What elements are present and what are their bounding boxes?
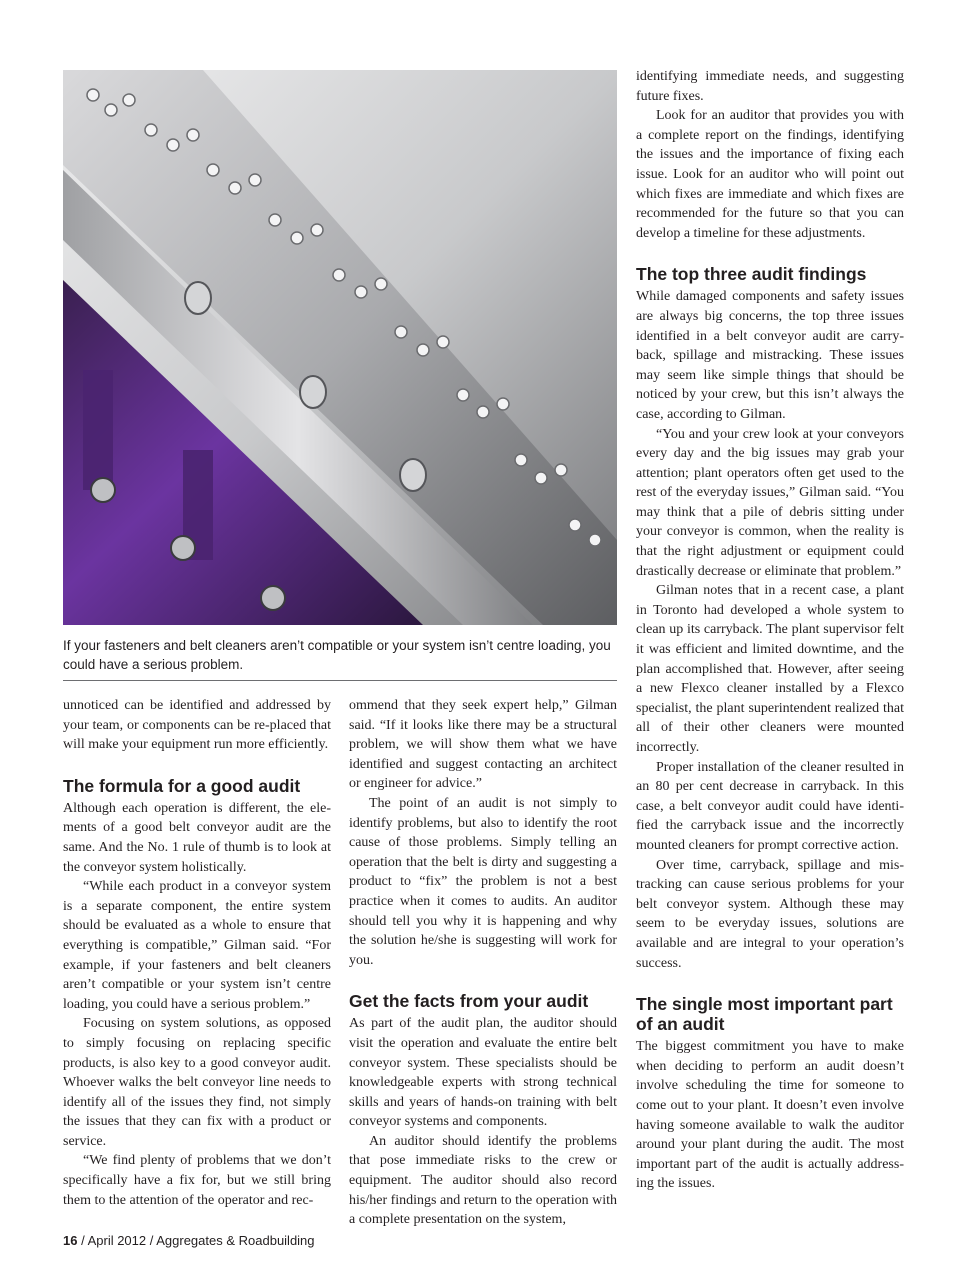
page-footer bbox=[63, 1233, 315, 1248]
paragraph: The point of an audit is not simply to identify problems, but also to identify the root cause of those problems. Simply telling an operation that the belt is dirty and suggesting a product to “fix” the problem is not a best practice when it comes to audits. An auditor should tell you why it is happening and why the solution he/she is suggesting will work for you. bbox=[349, 795, 617, 968]
paragraph: Proper installation of the cleaner resulted in an 80 per cent decrease in carryback. In this case, a belt conveyor audit could have identi-fied the carryback issue and the incorrectly mounted cleaners for prompt corrective action. bbox=[636, 759, 904, 853]
paragraph: As part of the audit plan, the auditor should visit the operation and evaluate the entire belt conveyor system. These specialists should be knowledgeable experts with strong technical skills and years of hands-on training with belt conveyor systems and components. bbox=[349, 1016, 617, 1130]
article-photo bbox=[63, 70, 617, 625]
paragraph: ommend that they seek expert help,” Gilman said. “If it looks like there may be a structural problem, we will show them what we have identified and suggest contacting an architect or engineer for advice.” bbox=[349, 698, 617, 792]
photo-caption: If your fasteners and belt cleaners aren’t compatible or your system isn’t centre loading, you could have a serious problem. bbox=[63, 638, 611, 672]
article-column-3 bbox=[636, 67, 904, 1194]
section-heading: The formula for a good audit bbox=[63, 775, 301, 796]
article-column-1 bbox=[63, 696, 331, 1210]
paragraph: The biggest commitment you have to make when deciding to perform an audit doesn’t involve scheduling the time for someone to come out to your plant. It doesn’t even involve having someone available to walk the auditor around your plant during the audit. The most important part of the audit is actually address-ing the issues. bbox=[636, 1039, 904, 1192]
paragraph: Focusing on system solutions, as opposed to simply focusing on replacing specific products, is also key to a good conveyor audit. Whoever walks the belt conveyor line needs to identify all of the issues they find, not simply the issues that they can fix with a product or service. bbox=[63, 1016, 331, 1149]
paragraph: “While each product in a conveyor system is a separate component, the entire system should be evaluated as a whole to ensure that everything is compatible,” Gilman said. “For example, if your fasteners and belt cleaners aren’t compatible or your system isn’t centre loading, you could have a serious problem.” bbox=[63, 879, 331, 1012]
paragraph: identifying immediate needs, and suggesting future fixes. bbox=[636, 69, 904, 104]
page-number: 16 bbox=[63, 1233, 78, 1248]
paragraph: Look for an auditor that provides you with a complete report on the findings, identifying the issues and the importance of fixing each issue. Look for an auditor who will point out which fixes are immediate and which fixes are recommended for the future so that you can develop a timeline for these adjustments. bbox=[636, 108, 904, 241]
paragraph: Gilman notes that in a recent case, a plant in Toronto had developed a whole system to clean up its carryback. The plant supervisor felt it was efficient and limited downtime, and the plan accomplished that. However, after seeing a new Flexco cleaner installed by a Flexco specialist, the plant superintendent realized that all of their other cleaners were mounted incorrectly. bbox=[636, 583, 904, 755]
publication-info: / April 2012 / Aggregates & Roadbuilding bbox=[77, 1233, 315, 1248]
belt-fastener-illustration bbox=[63, 70, 617, 625]
paragraph: An auditor should identify the problems that pose immediate risks to the crew or equipment. The auditor should also record his/her findings and return to the operation with a complete presentation on the system, bbox=[349, 1133, 617, 1228]
paragraph: “We find plenty of problems that we don’t specifically have a fix for, but we still bring them to the attention of the operator and rec- bbox=[63, 1153, 331, 1208]
section-heading: Get the facts from your audit bbox=[349, 991, 589, 1012]
paragraph: “You and your crew look at your conveyors every day and the big issues may grab your attention; plant operators often get used to the rest of the everyday issues,” Gilman said. “You may think that a pile of debris sitting under your conveyor is common, when the reality is that the right adjustment or equipment could drastically decrease or eliminate that problem.” bbox=[636, 426, 904, 579]
caption-divider bbox=[63, 680, 617, 681]
section-heading: The single most important part of an audit bbox=[636, 994, 893, 1035]
paragraph: While damaged components and safety issues are always big concerns, the top three issues identified in a belt conveyor audit are carry-back, spillage and mistracking. These issues may seem like simple things that should be noticed by your crew, but this isn’t always the case, according to Gilman. bbox=[636, 289, 904, 422]
paragraph: Over time, carryback, spillage and mis-tracking can cause serious problems for your belt conveyor system. Although these may seem to be everyday issues, solutions are available and are integral to your operation’s success. bbox=[636, 857, 904, 971]
article-column-2 bbox=[349, 696, 617, 1230]
section-heading: The top three audit findings bbox=[636, 264, 867, 285]
paragraph: unnoticed can be identified and addressed by your team, or components can be re-placed that will make your equipment run more efficiently. bbox=[63, 698, 331, 753]
paragraph: Although each operation is different, the ele-ments of a good belt conveyor audit are the same. And the No. 1 rule of thumb is to look at the conveyor system holistically. bbox=[63, 800, 331, 875]
